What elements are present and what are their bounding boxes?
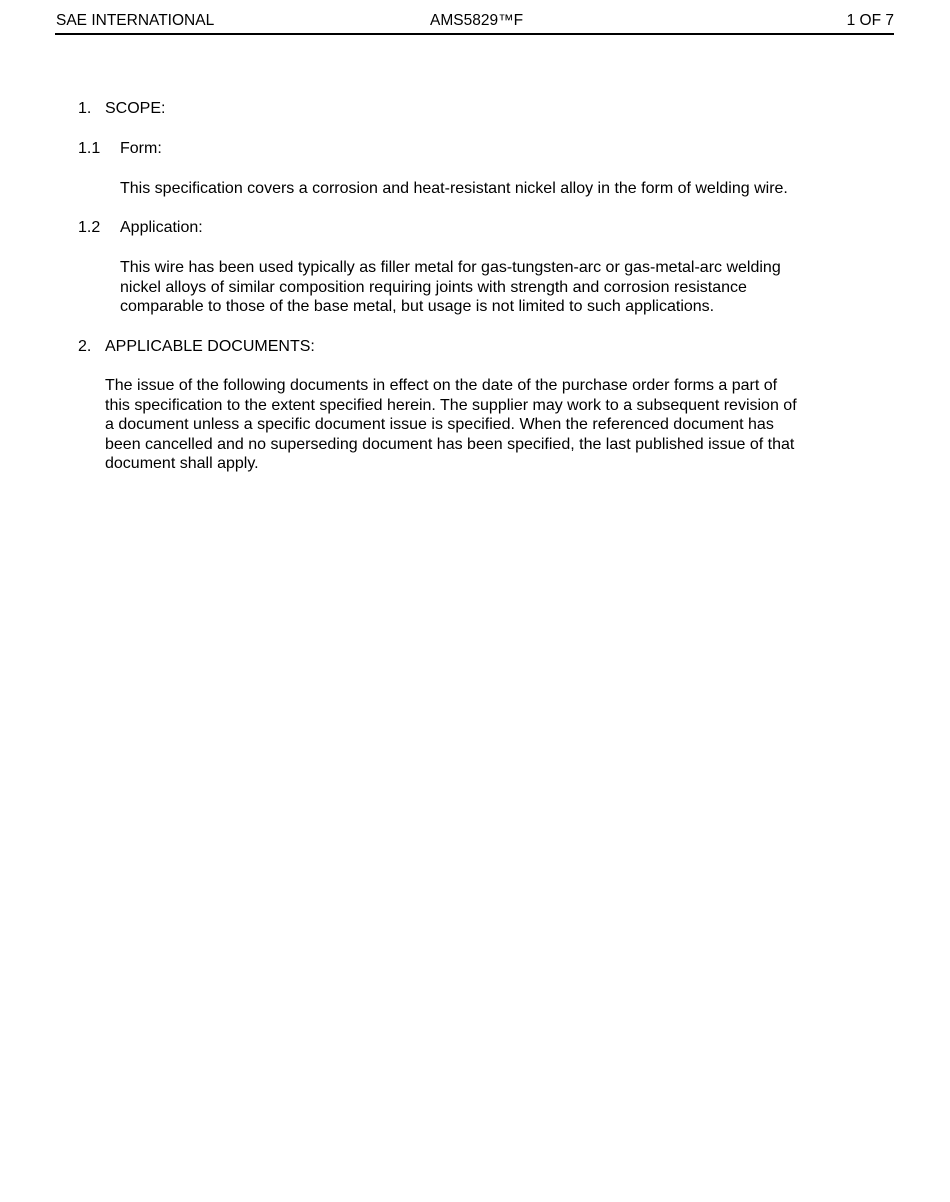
section-number: 1. xyxy=(78,100,92,117)
section-title: APPLICABLE DOCUMENTS: xyxy=(105,338,315,355)
section-number: 2. xyxy=(78,338,92,355)
paragraph-line: This specification covers a corrosion and heat-resistant nickel alloy in the form of welding wire. xyxy=(120,180,788,197)
section-2-paragraph xyxy=(105,376,797,474)
section-1-1-paragraph xyxy=(120,179,788,199)
section-1-2-paragraph xyxy=(120,258,781,317)
paragraph-line: The issue of the following documents in effect on the date of the purchase order forms a part of xyxy=(105,377,778,394)
paragraph-line: document shall apply. xyxy=(105,455,259,473)
section-number: 1.2 xyxy=(78,219,101,236)
paragraph-line: comparable to those of the base metal, but usage is not limited to such applications. xyxy=(120,298,715,316)
header-organization: SAE INTERNATIONAL xyxy=(56,12,215,29)
paragraph-line: This wire has been used typically as filler metal for gas-tungsten-arc or gas-metal-arc welding xyxy=(120,259,781,276)
header-page-number: 1 OF 7 xyxy=(846,12,894,29)
section-title: Application: xyxy=(120,219,203,236)
header-document-number: AMS5829™F xyxy=(430,12,524,29)
paragraph-line: nickel alloys of similar composition requiring joints with strength and corrosion resistance xyxy=(120,278,747,296)
paragraph-line: this specification to the extent specified herein. The supplier may work to a subsequent revision of xyxy=(105,396,797,414)
paragraph-line: been cancelled and no superseding document has been specified, the last published issue of that xyxy=(105,435,795,453)
page-header xyxy=(55,10,894,35)
paragraph-line: a document unless a specific document issue is specified. When the referenced document has xyxy=(105,416,774,434)
section-title: SCOPE: xyxy=(105,100,166,117)
section-title: Form: xyxy=(120,140,162,157)
section-number: 1.1 xyxy=(78,140,101,157)
